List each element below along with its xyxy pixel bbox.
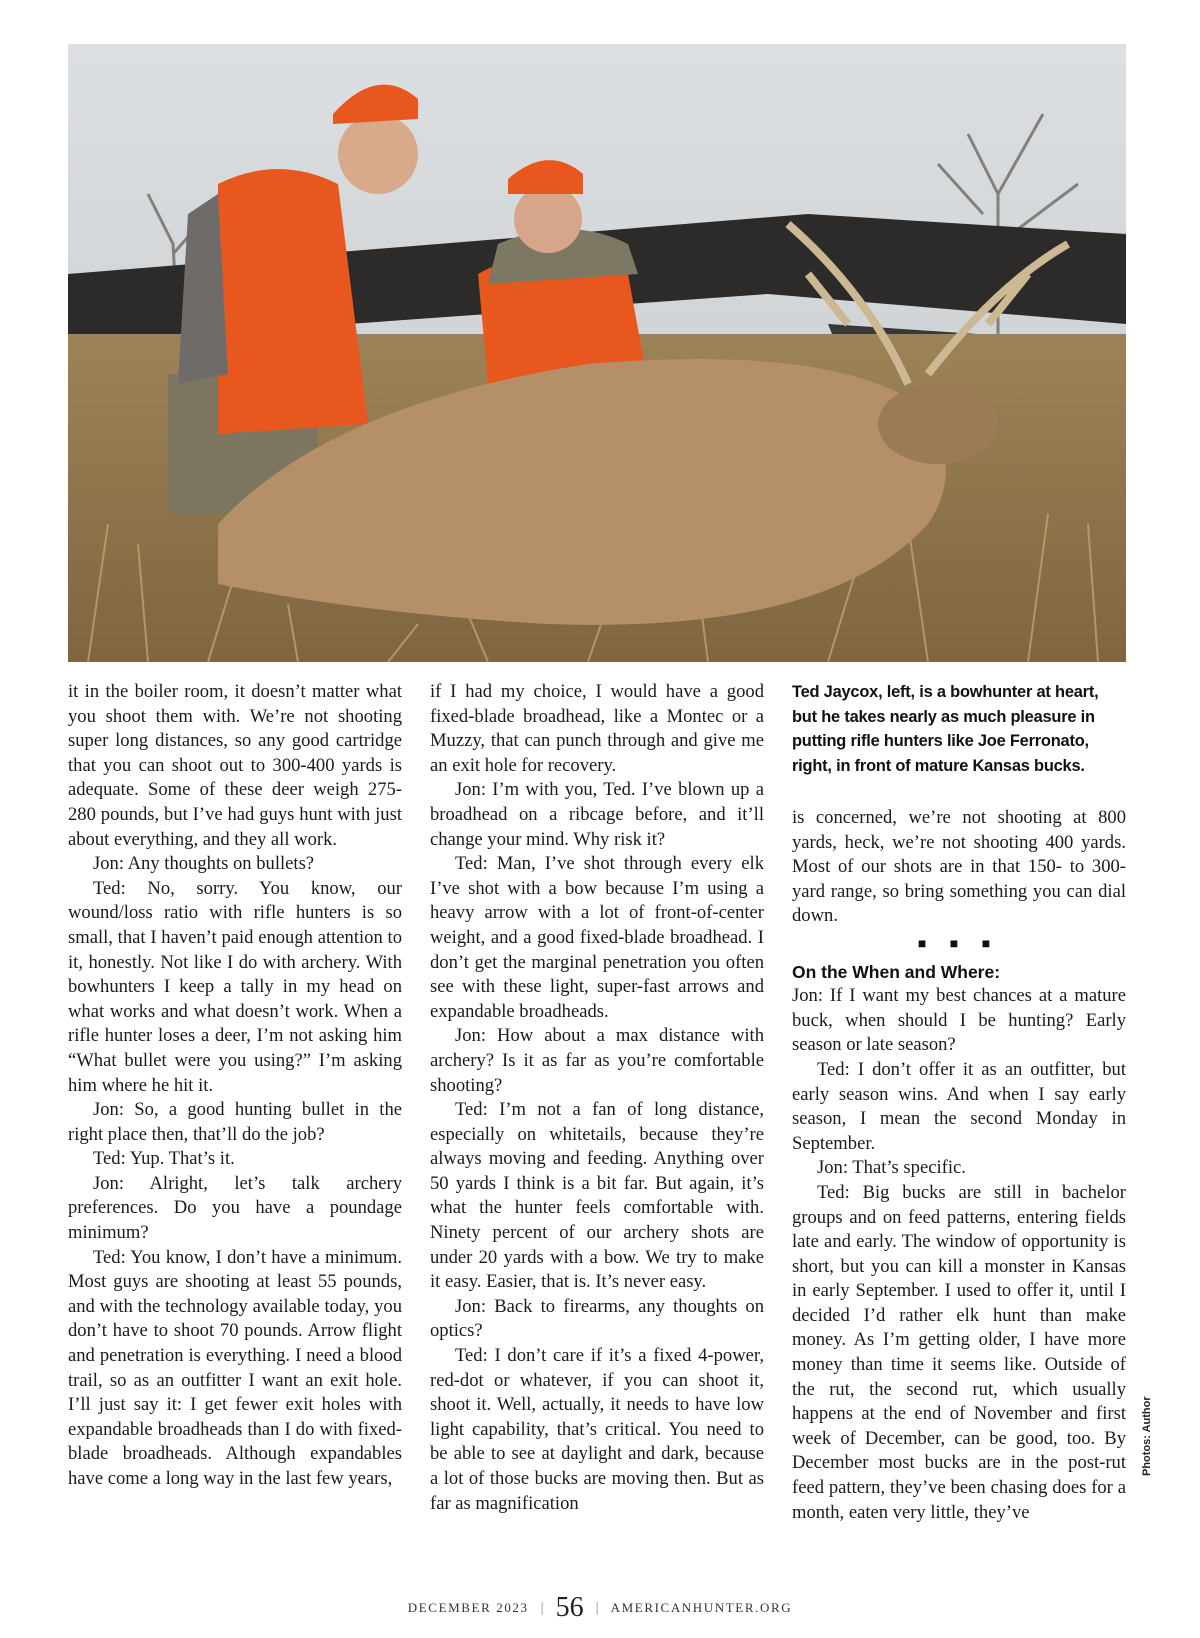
paragraph: Jon: I’m with you, Ted. I’ve blown up a broadhead on a ribcage before, and it’ll change your mind. Why risk it? [430, 779, 764, 850]
paragraph: Ted: Yup. That’s it. [93, 1148, 235, 1170]
website: AMERICANHUNTER.ORG [610, 1600, 793, 1615]
paragraph: Ted: You know, I don’t have a minimum. Most guys are shooting at least 55 pounds, and with the technology available today, you don’t have to shoot 70 pounds. Arrow flight and penetration is everything. I need a blood trail, so as an outfitter I want an exit hole. I’ll just say it: I get fewer exit holes with expandable broadheads than I do with fixed-blade broadheads. Although expandables have come a long way in the last few years, [68, 1246, 402, 1489]
paragraph: Ted: Man, I’ve shot through every elk I’ve shot with a bow because I’m using a heavy arrow with a lot of front-of-center weight, and a good fixed-blade broadhead. I don’t get the marginal penetration you often see with these light, super-fast arrows and expandable broadheads. [430, 853, 764, 1022]
page-footer [0, 1592, 1200, 1624]
article-column-2 [430, 680, 764, 1516]
footer-separator: | [540, 1599, 544, 1616]
hunters-with-buck-image [68, 44, 1126, 662]
page-number: 56 [555, 1592, 584, 1623]
paragraph: if I had my choice, I would have a good fixed-blade broadhead, like a Montec or a Muzzy, that can punch through and give me an exit hole for recovery. [430, 681, 764, 776]
paragraph: Jon: So, a good hunting bullet in the right place then, that’ll do the job? [68, 1099, 402, 1145]
hero-photo [68, 44, 1126, 662]
paragraph: it in the boiler room, it doesn’t matter what you shoot them with. We’re not shooting super long distances, so any good cartridge that you can shoot out to 300-400 yards is adequate. Some of these deer weigh 275-280 pounds, but I’ve had guys hunt with just about everything, and they all work. [68, 681, 402, 850]
paragraph: Jon: If I want my best chances at a mature buck, when should I be hunting? Early season or late season? [792, 985, 1126, 1056]
paragraph: Jon: Alright, let’s talk archery preferences. Do you have a poundage minimum? [68, 1172, 402, 1244]
paragraph: Jon: That’s specific. [817, 1157, 966, 1179]
paragraph: Jon: How about a max distance with archery? Is it as far as you’re comfortable shooting? [430, 1025, 764, 1096]
paragraph: Ted: No, sorry. You know, our wound/loss ratio with rifle hunters is so small, that I haven’t paid enough attention to it, honestly. Not like I do with archery. With bowhunters I keep a tally in my head on what works and what doesn’t work. When a rifle hunter loses a deer, I’m not asking him “What bullet were you using?” I’m asking him where he hit it. [68, 877, 402, 1096]
paragraph: is concerned, we’re not shooting at 800 yards, heck, we’re not shooting 400 yards. Most of our shots are in that 150- to 300-yard range, so bring something you can dial down. [792, 807, 1126, 927]
photo-credit: Photos: Author [1141, 1396, 1153, 1476]
issue-date: DECEMBER 2023 [407, 1600, 529, 1615]
paragraph: Ted: Big bucks are still in bachelor groups and on feed patterns, entering fields late and early. The window of opportunity is short, but you can kill a monster in Kansas in early September. I used to offer it, until I decided I’d rather elk hunt than make money. As I’m getting older, I have more money than time it seems like. Outside of the rut, the second rut, which usually happens at the end of November and first week of December, can be good, too. By December most bucks are in the post-rut feed pattern, they’ve been chasing does for a month, eaten very little, they’ve [792, 1181, 1126, 1523]
section-dingbats: ■ ■ ■ [917, 936, 1001, 952]
paragraph: Ted: I don’t care if it’s a fixed 4-power, red-dot or whatever, if you can shoot it, shoot it. Well, actually, it needs to have low light capability, that’s critical. You need to be able to see at daylight and dark, because a lot of those bucks are moving then. But as far as magnification [430, 1345, 764, 1514]
paragraph: Ted: I’m not a fan of long distance, especially on whitetails, because they’re always moving and feeding. Anything over 50 yards I think is a bit far. But again, it’s what the hunter feels comfortable with. Ninety percent of our archery shots are under 20 yards with a bow. We try to make it easy. Easier, that is. It’s never easy. [430, 1099, 764, 1293]
section-subhead: On the When and Where: [792, 961, 1001, 982]
photo-caption: Ted Jaycox, left, is a bowhunter at heart, but he takes nearly as much pleasure in putting rifle hunters like Joe Ferronato, right, in front of mature Kansas bucks. [792, 683, 1099, 775]
footer-separator: | [595, 1599, 599, 1616]
article-column-1 [68, 680, 402, 1492]
paragraph: Ted: I don’t offer it as an outfitter, but early season wins. And when I say early season, I mean the second Monday in September. [792, 1058, 1126, 1154]
paragraph: Jon: Any thoughts on bullets? [93, 853, 315, 875]
article-column-3 [792, 806, 1126, 1525]
paragraph: Jon: Back to firearms, any thoughts on optics? [430, 1295, 764, 1342]
